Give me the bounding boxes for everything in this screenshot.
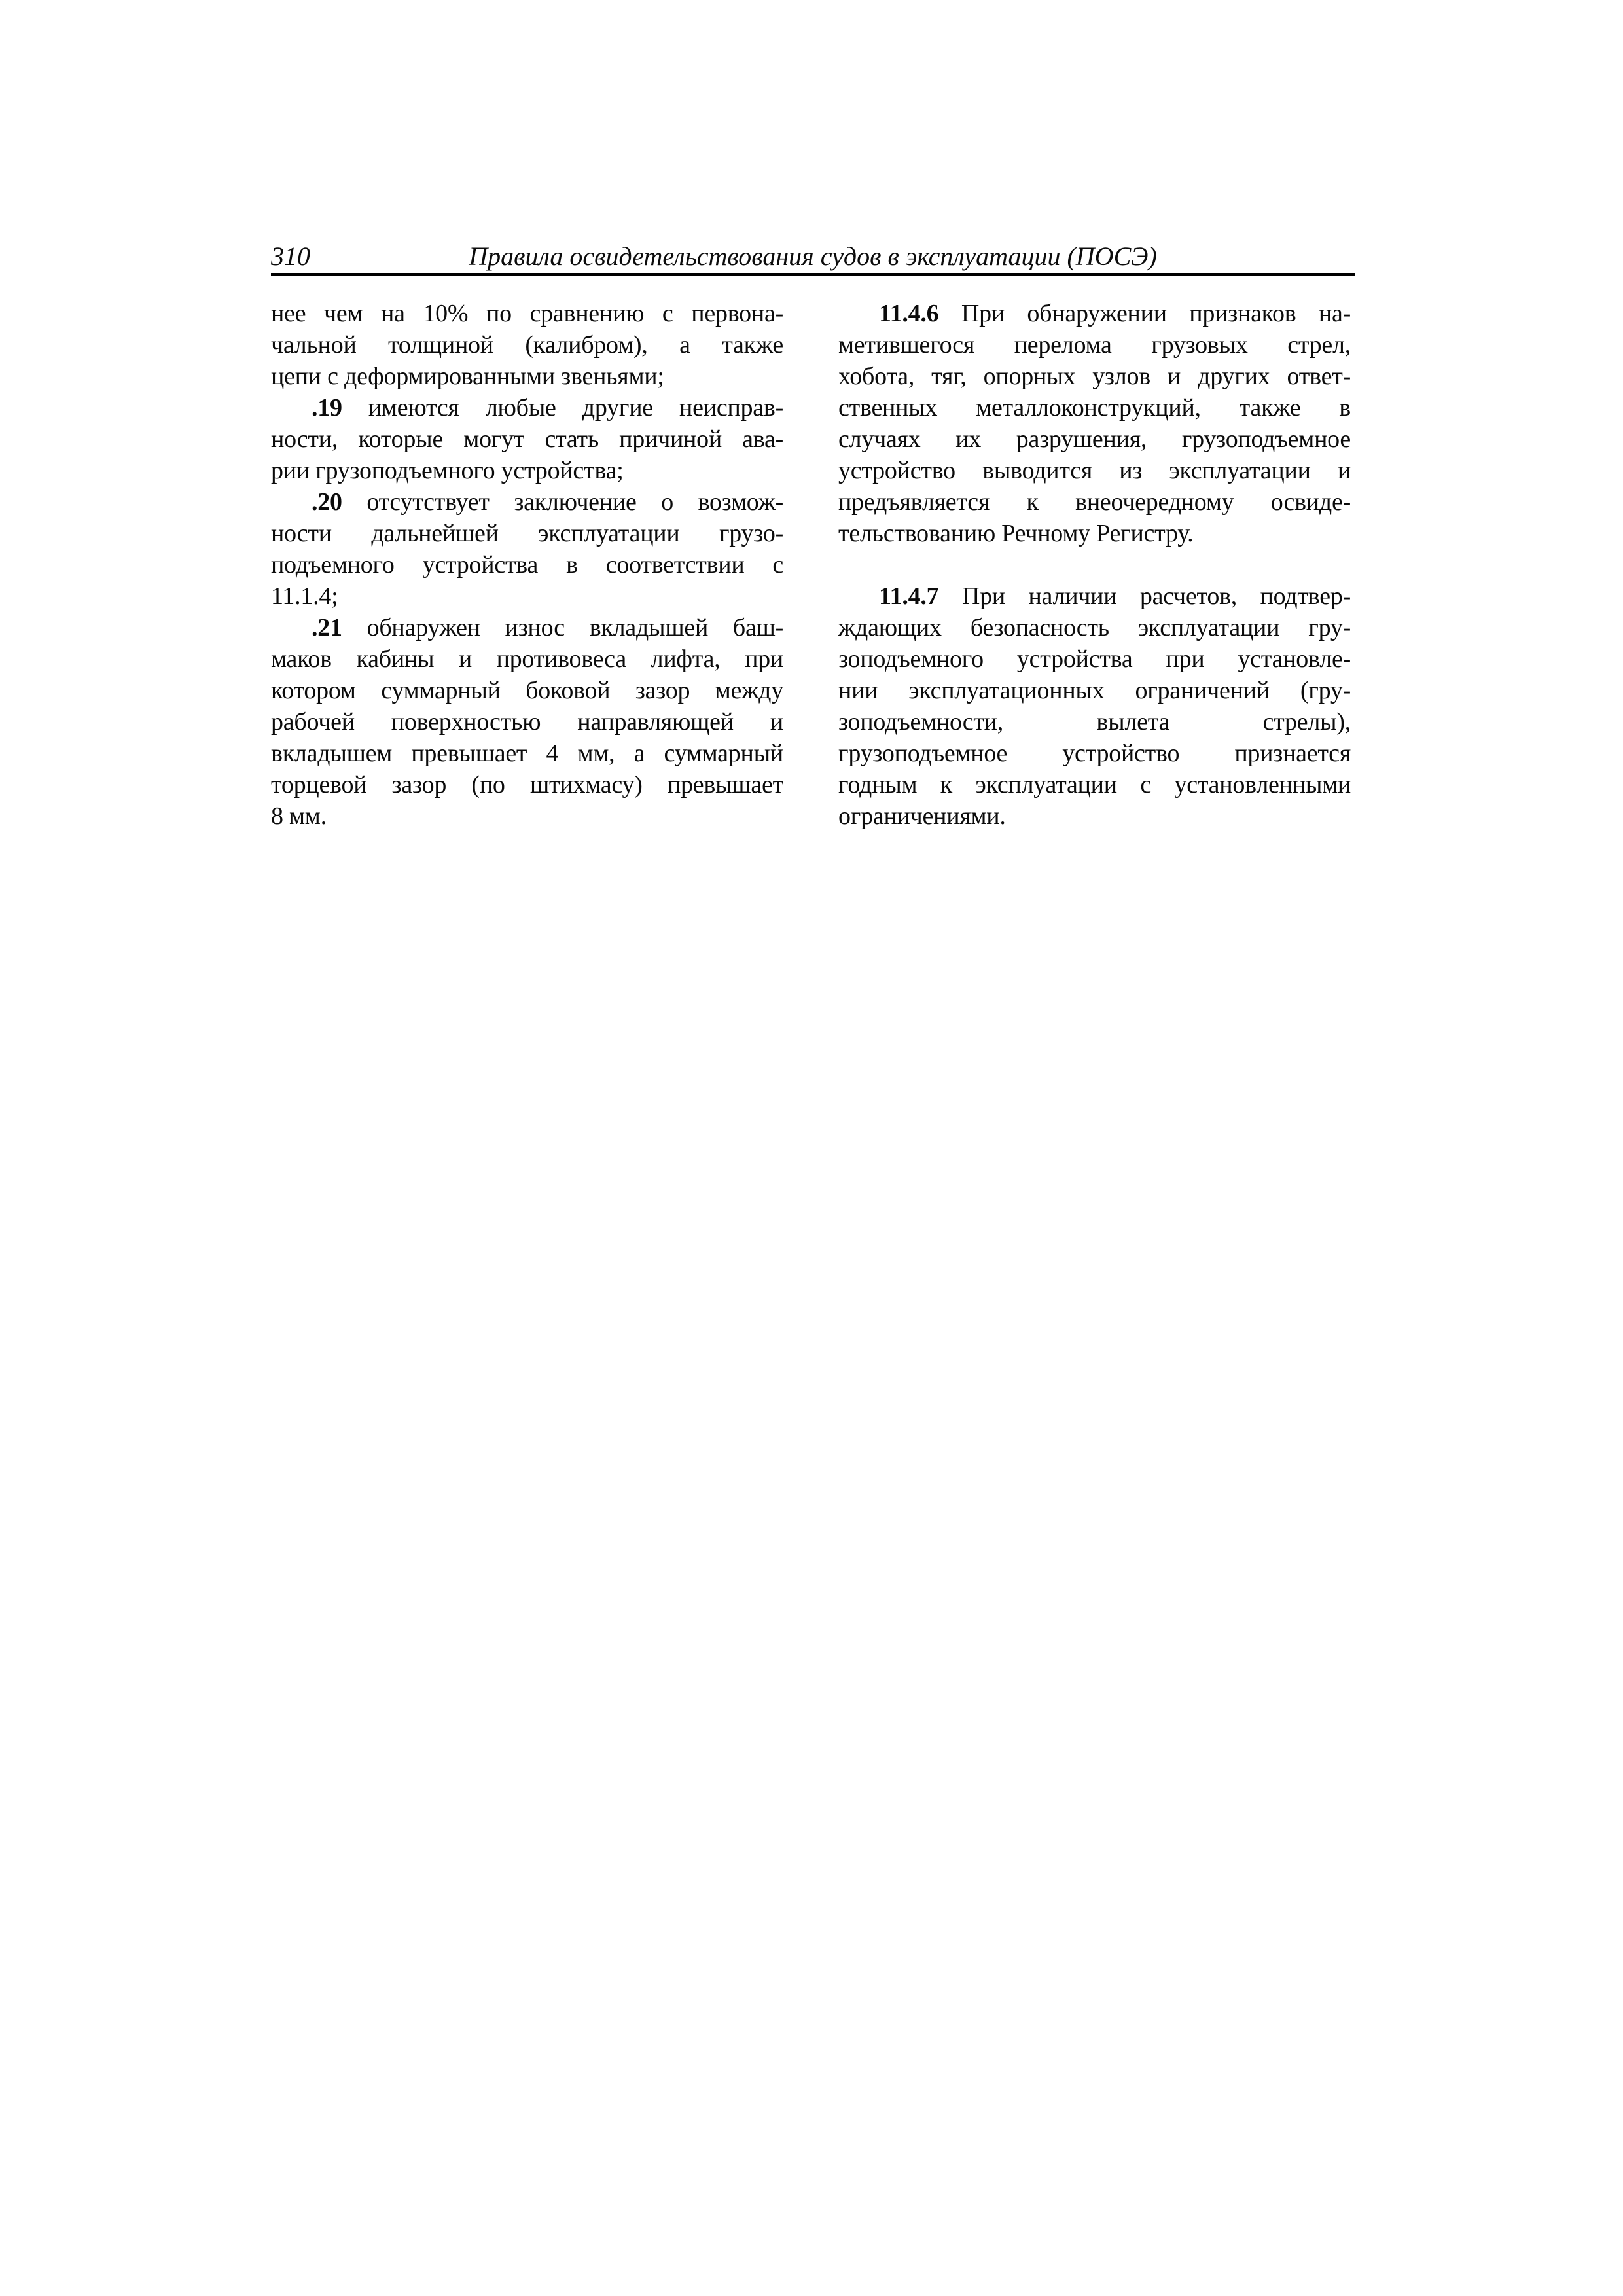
text-line bbox=[838, 518, 1351, 549]
text-segment: нее чем на 10% по сравнению с первона- bbox=[271, 300, 783, 327]
text-line bbox=[271, 486, 783, 518]
text-segment: ждающих безопасность эксплуатации гру- bbox=[838, 614, 1351, 641]
text-segment: чальной толщиной (калибром), а также bbox=[271, 331, 783, 359]
text-segment: ственных металлоконструкций, также в bbox=[838, 394, 1351, 422]
text-line bbox=[271, 738, 783, 769]
text-segment: котором суммарный боковой зазор между bbox=[271, 677, 783, 704]
text-segment: цепи с деформированными звеньями; bbox=[271, 363, 664, 390]
text-segment: зоподъемного устройства при установле- bbox=[838, 645, 1351, 673]
text-segment: ности, которые могут стать причиной ава- bbox=[271, 425, 783, 453]
text-segment: обнаружен износ вкладышей баш- bbox=[342, 614, 783, 641]
text-line bbox=[838, 675, 1351, 706]
text-line bbox=[271, 455, 783, 486]
text-segment: ограничениями. bbox=[838, 802, 1006, 830]
text-line bbox=[271, 643, 783, 675]
text-segment: 8 мм. bbox=[271, 802, 327, 830]
text-line bbox=[838, 486, 1351, 518]
page-number: 310 bbox=[271, 242, 310, 271]
text-segment: подъемного устройства в соответствии с bbox=[271, 551, 783, 579]
text-line bbox=[271, 800, 783, 832]
left-column bbox=[271, 298, 783, 832]
text-segment: имеются любые другие неисправ- bbox=[342, 394, 783, 422]
item-number: 11.4.6 bbox=[879, 300, 939, 327]
text-line bbox=[838, 455, 1351, 486]
text-line bbox=[838, 581, 1351, 612]
item-number: .20 bbox=[312, 488, 342, 516]
text-line bbox=[838, 800, 1351, 832]
text-columns bbox=[271, 298, 1355, 832]
item-number: 11.4.7 bbox=[879, 583, 939, 610]
right-column bbox=[838, 298, 1351, 832]
text-segment: маков кабины и противовеса лифта, при bbox=[271, 645, 783, 673]
text-line bbox=[838, 706, 1351, 738]
text-segment: торцевой зазор (по штихмасу) превышает bbox=[271, 771, 783, 798]
text-segment: рабочей поверхностью направляющей и bbox=[271, 708, 783, 736]
text-segment: отсутствует заключение о возмож- bbox=[342, 488, 783, 516]
text-segment: предъявляется к внеочередному освиде- bbox=[838, 488, 1351, 516]
text-line bbox=[838, 361, 1351, 392]
paragraph bbox=[838, 298, 1351, 549]
text-line bbox=[271, 706, 783, 738]
text-line bbox=[271, 675, 783, 706]
text-line bbox=[838, 392, 1351, 423]
running-title: Правила освидетельствования судов в эксплуатации (ПОСЭ) bbox=[469, 242, 1157, 271]
text-line bbox=[838, 329, 1351, 361]
text-segment: метившегося перелома грузовых стрел, bbox=[838, 331, 1351, 359]
paragraph bbox=[271, 392, 783, 486]
paragraph bbox=[271, 612, 783, 832]
text-line bbox=[838, 643, 1351, 675]
text-line bbox=[271, 612, 783, 643]
text-segment: тельствованию Речному Регистру. bbox=[838, 520, 1194, 547]
text-line bbox=[271, 298, 783, 329]
text-line bbox=[271, 581, 783, 612]
paragraph bbox=[838, 581, 1351, 832]
text-line bbox=[271, 361, 783, 392]
text-line bbox=[271, 329, 783, 361]
text-segment: нии эксплуатационных ограничений (гру- bbox=[838, 677, 1351, 704]
text-segment: 11.1.4; bbox=[271, 583, 338, 610]
text-segment: хобота, тяг, опорных узлов и других ответ- bbox=[838, 363, 1351, 390]
header-rule bbox=[271, 273, 1355, 276]
text-segment: рии грузоподъемного устройства; bbox=[271, 457, 624, 484]
text-line bbox=[271, 423, 783, 455]
text-line bbox=[271, 518, 783, 549]
text-line bbox=[838, 423, 1351, 455]
item-number: .21 bbox=[312, 614, 342, 641]
paragraph bbox=[271, 298, 783, 392]
text-line bbox=[271, 392, 783, 423]
text-segment: При обнаружении признаков на- bbox=[938, 300, 1351, 327]
text-segment: зоподъемности, вылета стрелы), bbox=[838, 708, 1351, 736]
text-segment: грузоподъемное устройство признается bbox=[838, 740, 1351, 767]
paragraph bbox=[271, 486, 783, 612]
text-segment: годным к эксплуатации с установленными bbox=[838, 771, 1351, 798]
page-header bbox=[271, 241, 1355, 272]
text-line bbox=[838, 298, 1351, 329]
text-line bbox=[838, 612, 1351, 643]
text-segment: вкладышем превышает 4 мм, а суммарный bbox=[271, 740, 783, 767]
text-line bbox=[838, 769, 1351, 800]
item-number: .19 bbox=[312, 394, 342, 422]
text-line bbox=[271, 769, 783, 800]
text-segment: При наличии расчетов, подтвер- bbox=[938, 583, 1351, 610]
text-line bbox=[838, 738, 1351, 769]
text-segment: устройство выводится из эксплуатации и bbox=[838, 457, 1351, 484]
text-segment: ности дальнейшей эксплуатации грузо- bbox=[271, 520, 783, 547]
text-segment: случаях их разрушения, грузоподъемное bbox=[838, 425, 1351, 453]
text-line bbox=[271, 549, 783, 581]
